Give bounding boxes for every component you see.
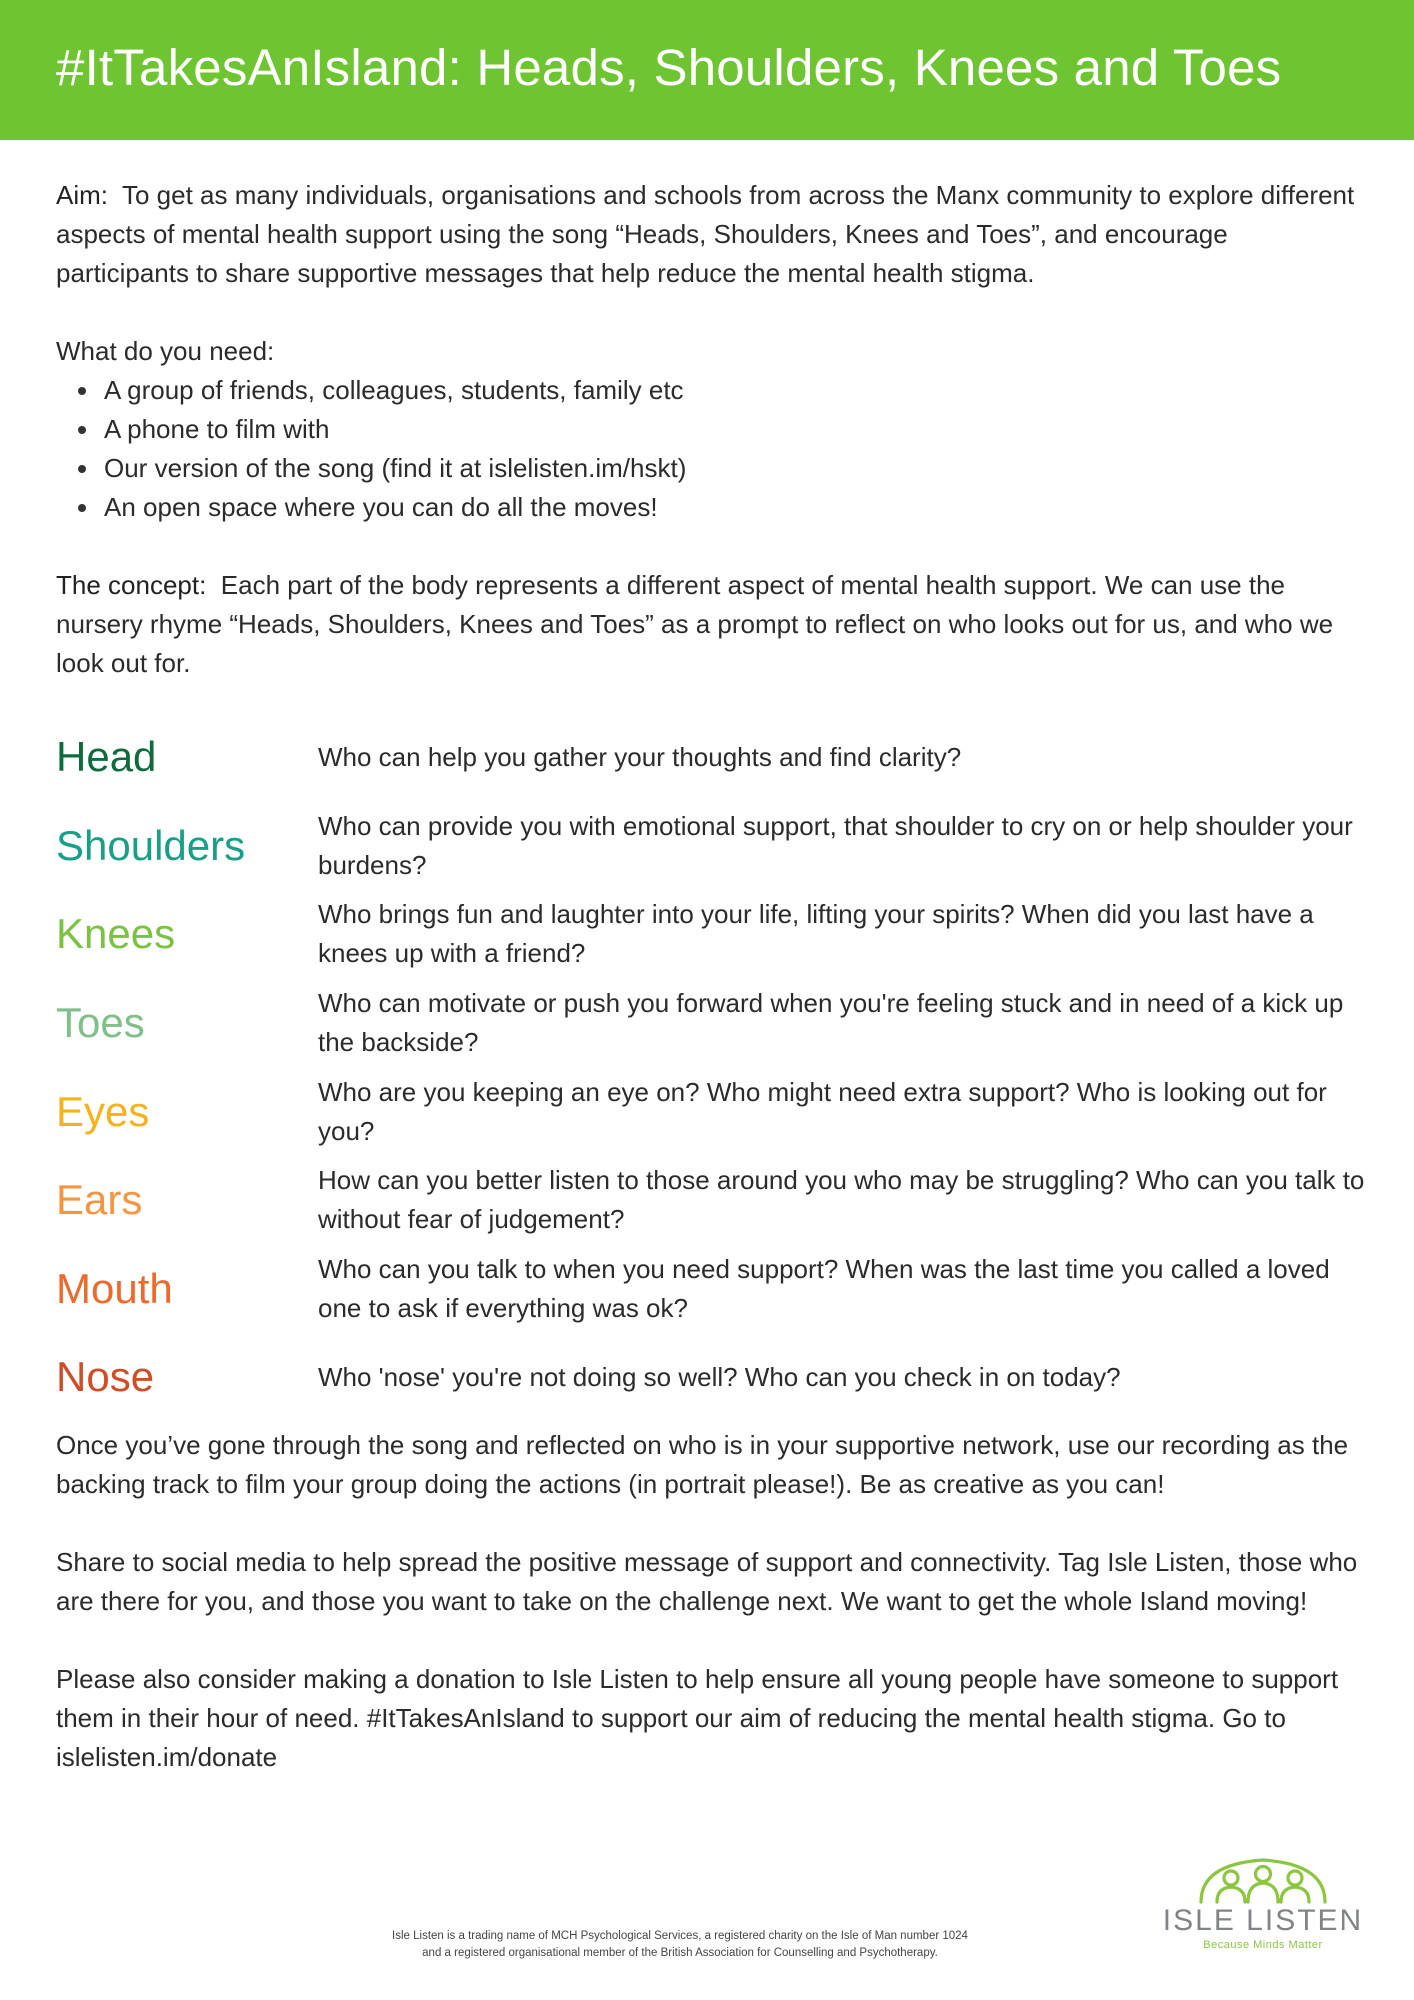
- body-part-name: Shoulders: [56, 821, 246, 869]
- body-part-question: Who can motivate or push you forward when you're feeling stuck and in need of a kick up the backside?: [318, 988, 1344, 1058]
- body-part-question: Who can provide you with emotional support, that shoulder to cry on or help shoulder your burdens?: [318, 810, 1353, 880]
- aim-label: Aim:: [56, 180, 108, 210]
- list-item: A group of friends, colleagues, students, family etc: [104, 371, 1366, 410]
- share-paragraph: Share to social media to help spread the positive message of support and connectivity. Tag Isle Listen, those who are there for you, and those you want to take on the challenge next. We want to get the whole Island moving!: [56, 1546, 1358, 1616]
- body-part-row: [56, 890, 1366, 979]
- people-arch-icon: [1193, 1852, 1333, 1904]
- needs-list: [56, 371, 1366, 527]
- needs-heading: What do you need:: [56, 336, 275, 366]
- aim-paragraph: [56, 176, 1366, 293]
- body-part-question: Who are you keeping an eye on? Who might need extra support? Who is looking out for you?: [318, 1076, 1327, 1146]
- body-part-question: Who can you talk to when you need support? When was the last time you called a loved one to ask if everything was ok?: [318, 1253, 1330, 1323]
- charity-footer: [340, 1928, 1020, 1962]
- body-part-row: [56, 1245, 1366, 1334]
- body-part-name: Head: [56, 733, 157, 781]
- body-part-row: [56, 1333, 1366, 1422]
- main-content: [56, 176, 1366, 1816]
- logo-tagline: Because Minds Matter: [1203, 1939, 1323, 1951]
- body-part-row: [56, 1156, 1366, 1245]
- donation-paragraph: Please also consider making a donation to Isle Listen to help ensure all young people have someone to support them in their hour of need. #ItTakesAnIsland to support our aim of reducing the mental health stigma. Go to islelisten.im/donate: [56, 1663, 1339, 1772]
- body-part-row: [56, 1067, 1366, 1156]
- page-header: [0, 0, 1414, 140]
- body-parts-list: [56, 713, 1366, 1422]
- concept-paragraph: [56, 566, 1366, 683]
- body-part-name: Nose: [56, 1353, 155, 1401]
- footer-line: Isle Listen is a trading name of MCH Psychological Services, a registered charity on the Isle of Man number 1024: [392, 1930, 968, 1942]
- footer-line: and a registered organisational member of the British Association for Counselling and Psychotherapy.: [422, 1947, 938, 1959]
- body-part-name: Eyes: [56, 1087, 150, 1135]
- body-part-name: Toes: [56, 999, 145, 1047]
- list-item: Our version of the song (find it at islelisten.im/hskt): [104, 449, 1366, 488]
- body-part-question: Who brings fun and laughter into your life, lifting your spirits? When did you last have a knees up with a friend?: [318, 899, 1314, 969]
- body-part-name: Knees: [56, 910, 176, 958]
- aim-text: To get as many individuals, organisations and schools from across the Manx community to explore different aspects of mental health support using the song “Heads, Shoulders, Knees and Toes”, and encourage participants to share supportive messages that help reduce the mental health stigma.: [56, 180, 1355, 288]
- list-item: A phone to film with: [104, 410, 1366, 449]
- body-part-name: Mouth: [56, 1264, 173, 1312]
- isle-listen-logo: [1158, 1852, 1368, 1972]
- list-item: An open space where you can do all the moves!: [104, 488, 1366, 527]
- body-part-question: How can you better listen to those around you who may be struggling? Who can you talk to without fear of judgement?: [318, 1165, 1365, 1235]
- body-part-row: [56, 979, 1366, 1068]
- page-title: #ItTakesAnIsland: Heads, Shoulders, Knees and Toes: [56, 39, 1282, 96]
- body-part-row: [56, 802, 1366, 891]
- closing-section: [56, 1426, 1366, 1777]
- concept-label: The concept:: [56, 570, 207, 600]
- concept-text: Each part of the body represents a different aspect of mental health support. We can use the nursery rhyme “Heads, Shoulders, Knees and Toes” as a prompt to reflect on who looks out for us, and who we look out for.: [56, 570, 1334, 678]
- body-part-question: Who can help you gather your thoughts and find clarity?: [318, 741, 962, 772]
- body-part-name: Ears: [56, 1176, 143, 1224]
- body-part-row: [56, 713, 1366, 802]
- filming-paragraph: Once you’ve gone through the song and reflected on who is in your supportive network, use our recording as the backing track to film your group doing the actions (in portrait please!). Be as creative as you can!: [56, 1429, 1349, 1499]
- logo-wordmark: ISLE LISTEN: [1162, 1904, 1364, 1937]
- body-part-question: Who 'nose' you're not doing so well? Who can you check in on today?: [318, 1361, 1121, 1392]
